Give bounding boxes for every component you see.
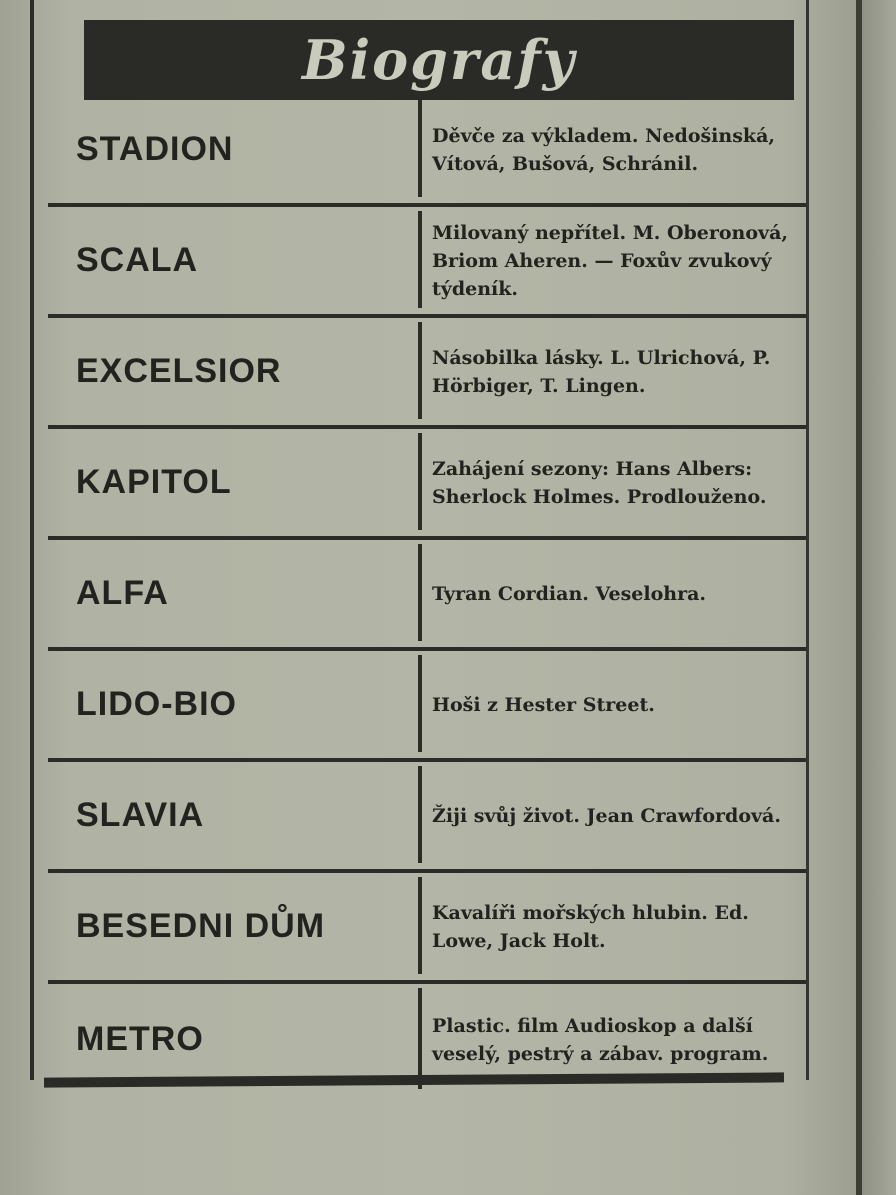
- section-title: Biografy: [302, 28, 576, 92]
- cinema-name: METRO: [76, 1020, 204, 1058]
- column-divider: [418, 100, 422, 197]
- right-border-rule: [806, 0, 809, 1080]
- column-divider: [418, 211, 422, 308]
- cinema-name: ALFA: [76, 574, 169, 612]
- column-divider: [418, 766, 422, 863]
- left-border-rule: [30, 0, 34, 1080]
- cinema-program: Děvče za výkladem. Nedošinská, Vítová, Bušová, Schránil.: [432, 124, 776, 175]
- cinema-program: Žiji svůj život. Jean Crawfordová.: [432, 804, 781, 827]
- cinema-name: KAPITOL: [76, 463, 232, 501]
- column-divider: [418, 322, 422, 419]
- cinema-program: Zahájení sezony: Hans Albers: Sherlock Holmes. Prodlouženo.: [432, 457, 767, 508]
- column-divider: [418, 655, 422, 752]
- cinema-row-alfa: [48, 540, 806, 651]
- cinema-row-lido-bio: [48, 651, 806, 762]
- column-divider: [418, 988, 422, 1089]
- cinema-name: EXCELSIOR: [76, 352, 282, 390]
- column-divider: [418, 544, 422, 641]
- cinema-program: Kavalíři mořských hlubin. Ed. Lowe, Jack Holt.: [432, 901, 749, 952]
- cinema-name: SLAVIA: [76, 796, 205, 834]
- background-surface: [862, 0, 896, 1195]
- column-divider: [418, 877, 422, 974]
- cinema-row-kapitol: [48, 429, 806, 540]
- cinema-listing-table: [48, 96, 806, 1095]
- cinema-row-stadion: [48, 96, 806, 207]
- cinema-name: BESEDNI DŮM: [76, 907, 326, 945]
- section-banner: [84, 20, 794, 100]
- cinema-row-slavia: [48, 762, 806, 873]
- cinema-row-scala: [48, 207, 806, 318]
- cinema-program: Tyran Cordian. Veselohra.: [432, 582, 707, 605]
- cinema-name: SCALA: [76, 241, 199, 279]
- cinema-program: Plastic. film Audioskop a další veselý, pestrý a zábav. program.: [432, 1014, 769, 1065]
- cinema-program: Hoši z Hester Street.: [432, 693, 655, 716]
- cinema-program: Násobilka lásky. L. Ulrichová, P. Hörbiger, T. Lingen.: [432, 346, 771, 397]
- column-divider: [418, 433, 422, 530]
- cinema-name: STADION: [76, 130, 234, 168]
- cinema-row-besedni-dum: [48, 873, 806, 984]
- cinema-program: Milovaný nepřítel. M. Oberonová, Briom Aheren. — Foxův zvukový týdeník.: [432, 221, 789, 300]
- cinema-row-excelsior: [48, 318, 806, 429]
- cinema-name: LIDO-BIO: [76, 685, 237, 723]
